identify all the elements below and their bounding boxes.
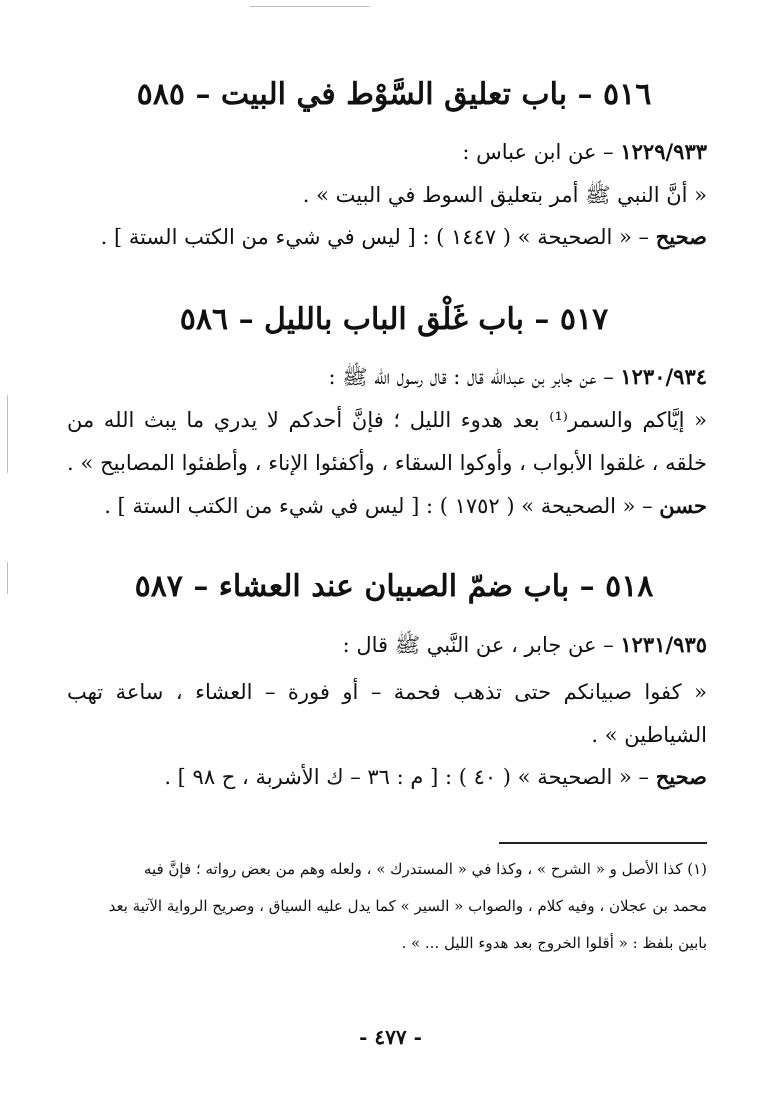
- scan-margin-mark: [7, 562, 8, 594]
- hadith-intro: [67, 630, 707, 660]
- hadith-grade: [67, 222, 707, 252]
- chapter-heading: ٥١٧ – باب غَلْق الباب بالليل – ٥٨٦: [179, 302, 609, 337]
- hadith-text-line: « إيَّاكم والسمر⁽¹⁾ بعد هدوء الليل ؛ فإنَّ أحدكم لا يدري ما يبث الله من: [67, 408, 707, 432]
- chapter-heading: ٥١٨ – باب ضمّ الصبيان عند العشاء – ٥٨٧: [134, 569, 654, 604]
- hadith-text-line: خلقه ، غلقوا الأبواب ، وأوكوا السقاء ، وأكفئوا الإناء ، وأطفئوا المصابيح » .: [67, 451, 707, 475]
- hadith-text-line: « كفوا صبيانكم حتى تذهب فحمة – أو فورة – العشاء ، ساعة تهب: [67, 680, 707, 704]
- grade-label: حسن: [659, 493, 707, 518]
- footnote-line: (١) كذا الأصل و « الشرح » ، وكذا في « المستدرك » ، ولعله وهم من بعض رواته ؛ فإنَّ فيه: [143, 860, 707, 878]
- grade-label: صحيح: [655, 764, 707, 789]
- hadith-text-line: الشياطين » .: [591, 723, 707, 747]
- footnote-line: بابين بلفظ : « أقلوا الخروج بعد هدوء الليل ... » .: [401, 934, 707, 952]
- page-number: - ٤٧٧ -: [359, 1025, 422, 1049]
- hadith-number: ١٢٢٩/٩٣٣: [620, 139, 707, 164]
- grade-reference: – « الصحيحة » ( ٤٠ ) : [ م : ٣٦ – ك الأشربة ، ح ٩٨ ] .: [164, 765, 656, 789]
- grade-reference: – « الصحيحة » ( ١٧٥٢ ) : [ ليس في شيء من الكتب الستة ] .: [104, 494, 660, 518]
- hadith-number: ١٢٣١/٩٣٥: [620, 632, 707, 657]
- scan-margin-mark: [7, 395, 8, 473]
- hadith-narrator: – عن جابر بن عبدالله قال : قال رسول الله ﷺ :: [328, 365, 621, 389]
- grade-reference: – « الصحيحة » ( ١٤٤٧ ) : [ ليس في شيء من الكتب الستة ] .: [100, 225, 656, 249]
- footnote-divider: [499, 842, 707, 844]
- hadith-intro: [67, 362, 707, 392]
- hadith-grade: [67, 491, 707, 521]
- grade-label: صحيح: [655, 224, 707, 249]
- hadith-number: ١٢٣٠/٩٣٤: [620, 364, 707, 389]
- hadith-text-line: « أنَّ النبي ﷺ أمر بتعليق السوط في البيت » .: [302, 183, 707, 207]
- hadith-grade: [67, 762, 707, 792]
- hadith-intro: [67, 137, 707, 167]
- hadith-narrator: – عن جابر ، عن النَّبي ﷺ قال :: [342, 633, 621, 657]
- chapter-heading: ٥١٦ – باب تعليق السَّوْط في البيت – ٥٨٥: [136, 77, 652, 112]
- footnote-line: محمد بن عجلان ، وفيه كلام ، والصواب « السير » كما يدل عليه السياق ، وصريح الرواية الآتية بعد: [108, 897, 707, 915]
- scan-top-edge: [250, 6, 370, 7]
- hadith-narrator: – عن ابن عباس :: [462, 140, 621, 164]
